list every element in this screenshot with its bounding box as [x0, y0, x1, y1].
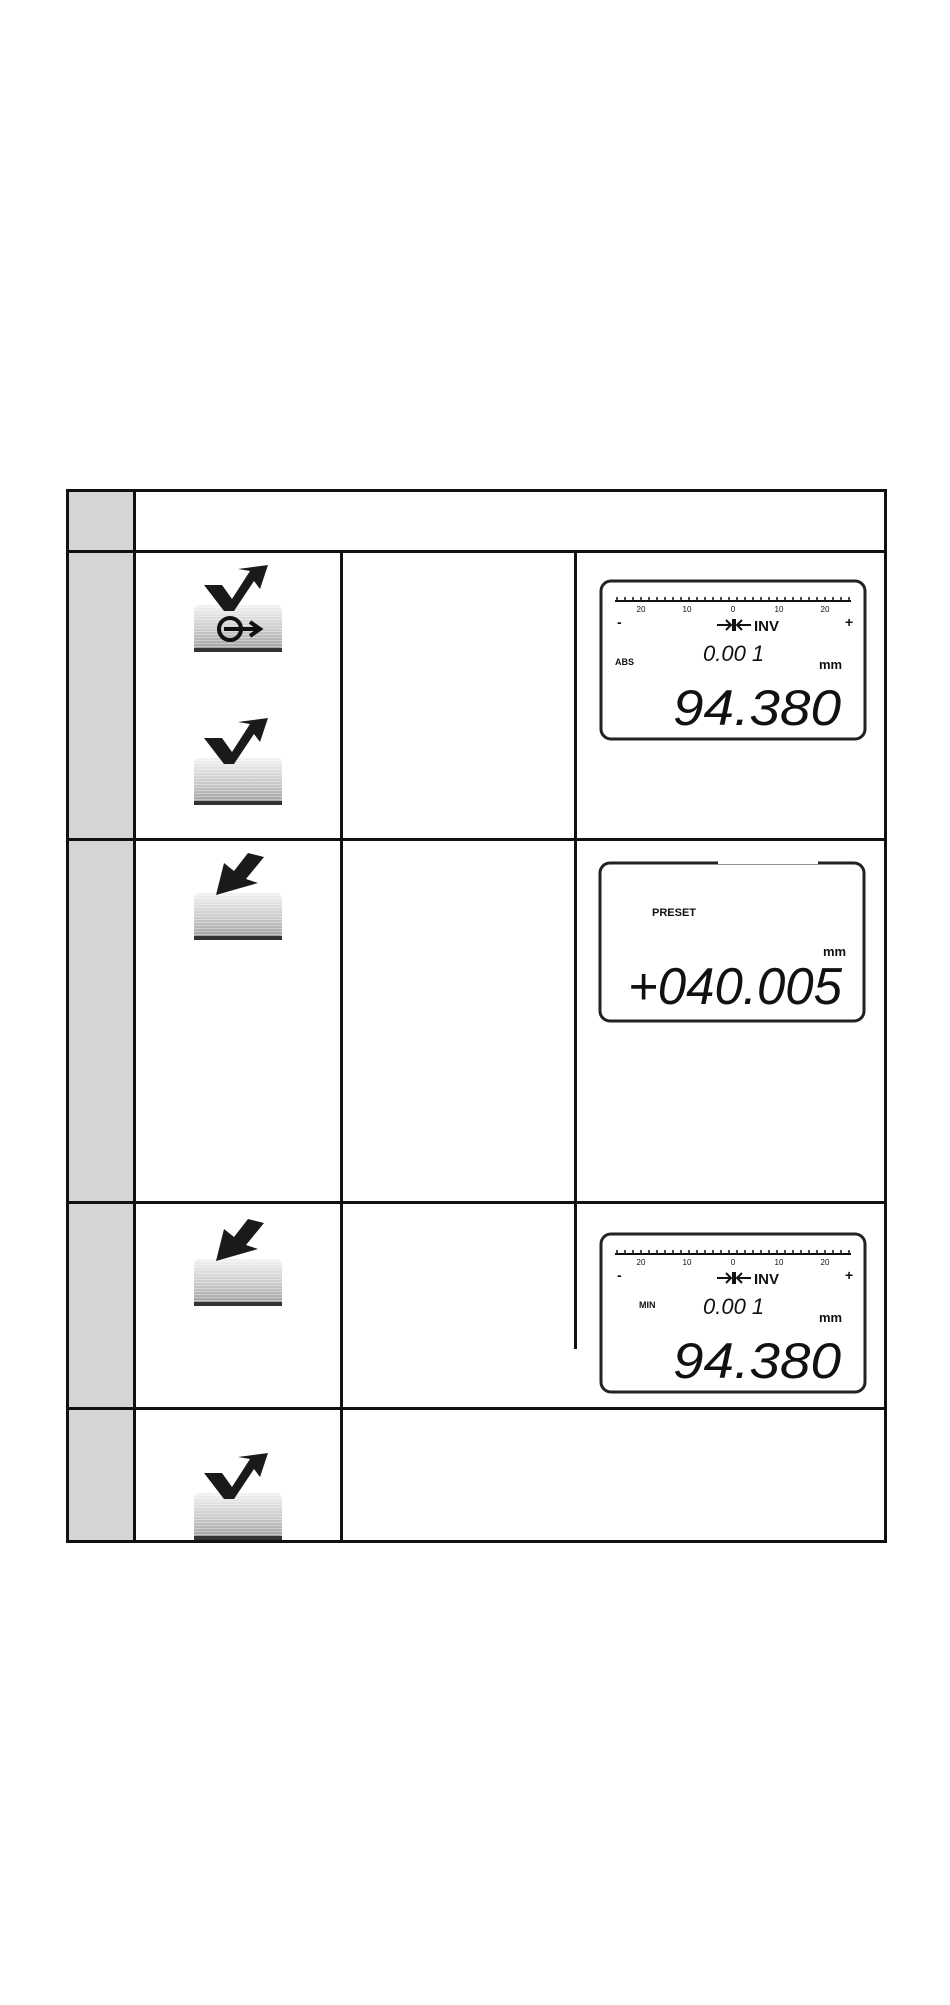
column-divider-2	[340, 550, 343, 1543]
table-border-top	[66, 489, 887, 492]
value-readout: 94.380	[673, 680, 842, 736]
column-divider-3	[574, 550, 577, 1349]
inv-label: INV	[754, 618, 780, 635]
value-readout: 94.380	[673, 1333, 842, 1389]
scale-tick-label: 10	[774, 605, 784, 614]
lcd-display	[599, 579, 867, 741]
lcd-display	[598, 861, 866, 1023]
lcd-display	[599, 1232, 867, 1394]
mode-label: MIN	[639, 1300, 656, 1310]
scale-tick-label: 0	[730, 605, 736, 614]
unit-label: mm	[823, 944, 847, 959]
mode-enter-key-icon	[188, 565, 288, 665]
unit-label: mm	[819, 1310, 843, 1325]
down-key-icon	[188, 1219, 288, 1319]
scale-tick-label: 20	[820, 1258, 830, 1267]
confirm-key-icon	[188, 718, 288, 818]
column-divider-1	[133, 489, 136, 1543]
row-divider	[66, 1201, 887, 1204]
scale-tick-label: 20	[820, 605, 830, 614]
table-border-left	[66, 489, 69, 1543]
scale-tick-label: 0	[730, 1258, 736, 1267]
mode-label: PRESET	[652, 907, 697, 919]
scale-plus: +	[845, 1267, 854, 1283]
value-readout: +040.005	[628, 958, 844, 1016]
resolution-readout: 0.00 1	[703, 641, 765, 666]
row-divider	[66, 550, 887, 553]
scale-plus: +	[845, 614, 854, 630]
confirm-key-icon	[188, 1453, 288, 1553]
step-column	[66, 489, 134, 1543]
scale-tick-label: 10	[682, 1258, 692, 1267]
unit-label: mm	[819, 657, 843, 672]
resolution-readout: 0.00 1	[703, 1294, 765, 1319]
table-border-right	[884, 489, 887, 1543]
down-key-icon	[188, 853, 288, 953]
mode-label: ABS	[615, 657, 635, 667]
scale-minus: -	[617, 1267, 622, 1283]
inv-label: INV	[754, 1271, 780, 1288]
scale-tick-label: 20	[636, 605, 646, 614]
row-divider	[66, 1407, 887, 1410]
scale-tick-label: 10	[774, 1258, 784, 1267]
scale-tick-label: 20	[636, 1258, 646, 1267]
scale-minus: -	[617, 614, 622, 630]
row-divider	[66, 838, 887, 841]
scale-tick-label: 10	[682, 605, 692, 614]
